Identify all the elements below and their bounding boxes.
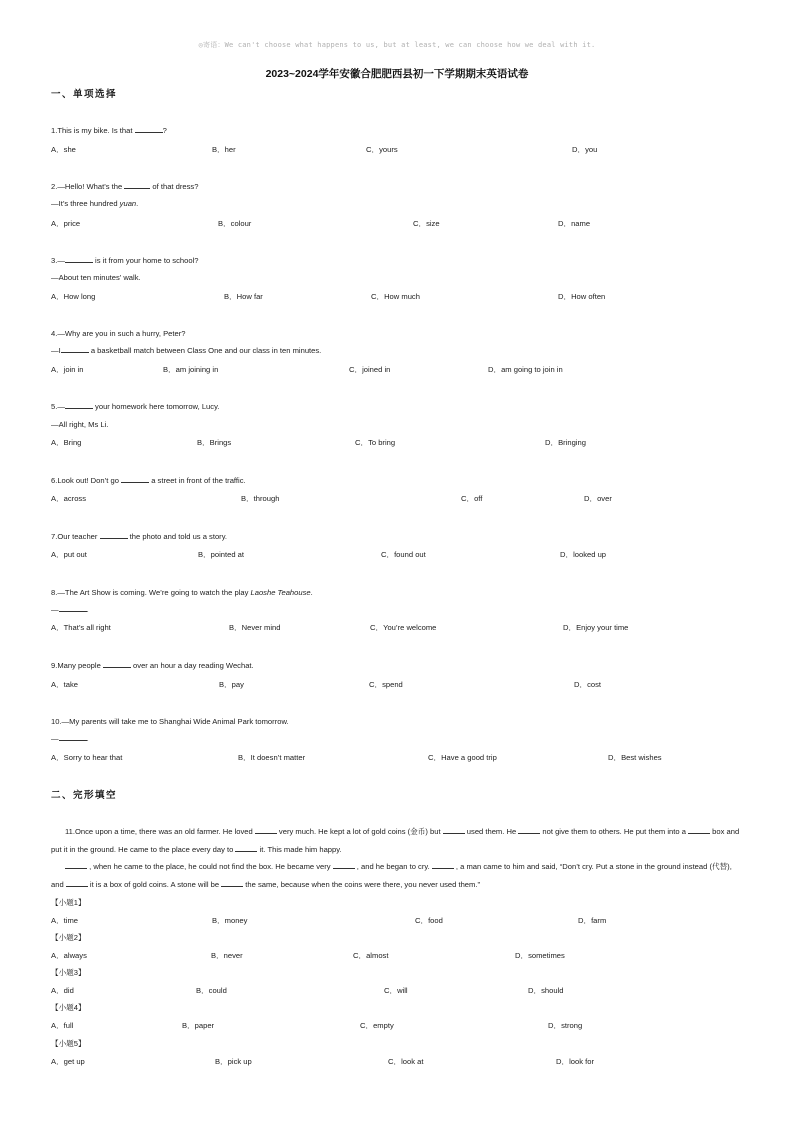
sub1-option-c[interactable]: C．food (415, 916, 443, 925)
answer-blank (65, 256, 93, 263)
q7-option-d[interactable]: D．looked up (560, 550, 607, 559)
q5-option-d[interactable]: D．Bringing (545, 438, 586, 447)
sub5-option-a[interactable]: A．get up (51, 1057, 85, 1066)
sub4-option-a[interactable]: A．full (51, 1021, 74, 1030)
question-9-stem: 9.Many people over an hour a day reading Wechat. (51, 661, 254, 670)
q9-option-c[interactable]: C．spend (369, 680, 403, 689)
question-5-response: —All right, Ms Li. (51, 420, 109, 429)
answer-blank (124, 182, 150, 189)
q9-option-d[interactable]: D．cost (574, 680, 602, 689)
q4-option-b[interactable]: B．am joining in (163, 365, 219, 374)
sub3-option-c[interactable]: C．will (384, 986, 408, 995)
answer-blank (135, 126, 163, 133)
sub1-option-d[interactable]: D．farm (578, 916, 607, 925)
question-3-response: —About ten minutes’ walk. (51, 273, 141, 282)
section-heading-single-choice: 一、单项选择 (51, 89, 118, 100)
question-3-stem: 3.— is it from your home to school? (51, 256, 199, 265)
sub1-option-a[interactable]: A．time (51, 916, 79, 925)
q10-option-b[interactable]: B．It doesn’t matter (238, 753, 306, 762)
question-1-stem: 1.This is my bike. Is that ? (51, 126, 167, 135)
sub2-option-a[interactable]: A．always (51, 951, 87, 960)
question-7-stem: 7.Our teacher the photo and told us a story. (51, 532, 228, 541)
page-title: 2023~2024学年安徽合肥肥西县初一下学期期末英语试卷 (265, 68, 529, 80)
q7-option-b[interactable]: B．pointed at (198, 550, 245, 559)
sub2-option-d[interactable]: D．sometimes (515, 951, 565, 960)
q2-option-c[interactable]: C．size (413, 219, 440, 228)
q8-option-b[interactable]: B．Never mind (229, 623, 281, 632)
q1-option-b[interactable]: B．her (212, 145, 236, 154)
q7-option-c[interactable]: C．found out (381, 550, 426, 559)
question-4-response: —I a basketball match between Class One and our class in ten minutes. (51, 346, 322, 355)
q3-option-d[interactable]: D．How often (558, 292, 606, 301)
answer-blank (100, 532, 128, 539)
cloze-blank-1 (255, 827, 277, 834)
q6-option-b[interactable]: B．through (241, 494, 280, 503)
q1-option-a[interactable]: A．she (51, 145, 76, 154)
cloze-blank-9 (66, 880, 88, 887)
question-8-stem: 8.—The Art Show is coming. We’re going to watch the play Laoshe Teahouse. (51, 588, 313, 597)
sub2-option-c[interactable]: C．almost (353, 951, 389, 960)
q1-option-d[interactable]: D．you (572, 145, 598, 154)
question-4-stem: 4.—Why are you in such a hurry, Peter? (51, 329, 186, 338)
sub4-option-b[interactable]: B．paper (182, 1021, 215, 1030)
cloze-blank-7 (333, 862, 355, 869)
answer-blank (61, 346, 89, 353)
q8-option-d[interactable]: D．Enjoy your time (563, 623, 629, 632)
sub3-option-a[interactable]: A．did (51, 986, 74, 995)
subquestion-label-4: 【小题4】 (51, 1003, 86, 1012)
cloze-blank-5 (235, 845, 257, 852)
q6-option-c[interactable]: C．off (461, 494, 483, 503)
cloze-blank-3 (518, 827, 540, 834)
q3-option-b[interactable]: B．How far (224, 292, 263, 301)
q3-option-a[interactable]: A．How long (51, 292, 96, 301)
q2-option-d[interactable]: D．name (558, 219, 591, 228)
q6-option-d[interactable]: D．over (584, 494, 612, 503)
q5-option-b[interactable]: B．Brings (197, 438, 232, 447)
question-8-response: — . (51, 605, 89, 614)
sub4-option-c[interactable]: C．empty (360, 1021, 394, 1030)
answer-blank (121, 476, 149, 483)
q6-option-a[interactable]: A．across (51, 494, 87, 503)
question-10-response: — . (51, 734, 89, 743)
q1-option-c[interactable]: C．yours (366, 145, 398, 154)
cloze-blank-8 (432, 862, 454, 869)
question-5-stem: 5.— your homework here tomorrow, Lucy. (51, 402, 220, 411)
sub1-option-b[interactable]: B．money (212, 916, 248, 925)
q2-option-a[interactable]: A．price (51, 219, 81, 228)
question-2-stem: 2.—Hello! What’s the of that dress? (51, 182, 199, 191)
cloze-paragraph-2: , when he came to the place, he could not find the box. He became very , and he began to cry. , a man came to him and said, “Don’t cry. Put a stone in the ground instead (代替), and it is a box of gold coins. A stone will be the same, because when the coins were there, you never used them.” (51, 862, 732, 889)
sub4-option-d[interactable]: D．strong (548, 1021, 583, 1030)
q10-option-c[interactable]: C．Have a good trip (428, 753, 497, 762)
q4-option-d[interactable]: D．am going to join in (488, 365, 563, 374)
sub5-option-d[interactable]: D．look for (556, 1057, 594, 1066)
q10-option-a[interactable]: A．Sorry to hear that (51, 753, 123, 762)
sub3-option-d[interactable]: D．should (528, 986, 564, 995)
cloze-blank-2 (443, 827, 465, 834)
subquestion-label-5: 【小题5】 (51, 1039, 86, 1048)
q10-option-d[interactable]: D．Best wishes (608, 753, 662, 762)
q4-option-c[interactable]: C．joined in (349, 365, 391, 374)
question-6-stem: 6.Look out! Don’t go a street in front of the traffic. (51, 476, 246, 485)
subquestion-label-3: 【小题3】 (51, 968, 86, 977)
sub5-option-b[interactable]: B．pick up (215, 1057, 252, 1066)
q8-option-c[interactable]: C．You’re welcome (370, 623, 437, 632)
sub5-option-c[interactable]: C．look at (388, 1057, 424, 1066)
q5-option-a[interactable]: A．Bring (51, 438, 82, 447)
sub2-option-b[interactable]: B．never (211, 951, 243, 960)
question-10-stem: 10.—My parents will take me to Shanghai Wide Animal Park tomorrow. (51, 717, 289, 726)
q5-option-c[interactable]: C．To bring (355, 438, 396, 447)
cloze-blank-10 (221, 880, 243, 887)
answer-blank (59, 734, 87, 741)
answer-blank (103, 661, 131, 668)
q4-option-a[interactable]: A．join in (51, 365, 84, 374)
subquestion-label-2: 【小题2】 (51, 933, 86, 942)
q7-option-a[interactable]: A．put out (51, 550, 87, 559)
subquestion-label-1: 【小题1】 (51, 898, 86, 907)
q2-option-b[interactable]: B．colour (218, 219, 252, 228)
motto-banner: ◎寄语：We can't choose what happens to us, but at least, we can choose how we deal with it. (198, 41, 596, 49)
section-heading-cloze: 二、完形填空 (51, 790, 118, 801)
sub3-option-b[interactable]: B．could (196, 986, 227, 995)
cloze-blank-6 (65, 862, 87, 869)
q3-option-c[interactable]: C．How much (371, 292, 420, 301)
answer-blank (59, 605, 87, 612)
answer-blank (65, 402, 93, 409)
q8-option-a[interactable]: A．That’s all right (51, 623, 111, 632)
q9-option-a[interactable]: A．take (51, 680, 79, 689)
q9-option-b[interactable]: B．pay (219, 680, 244, 689)
cloze-paragraph-1: 11.Once upon a time, there was an old farmer. He loved very much. He kept a lot of gold coins (金币) but used them. He not give them to others. He put them into a box and put it in the ground. He came to the place every day to it. This made him happy. (51, 827, 740, 854)
cloze-blank-4 (688, 827, 710, 834)
question-2-response: —It’s three hundred yuan. (51, 199, 139, 208)
